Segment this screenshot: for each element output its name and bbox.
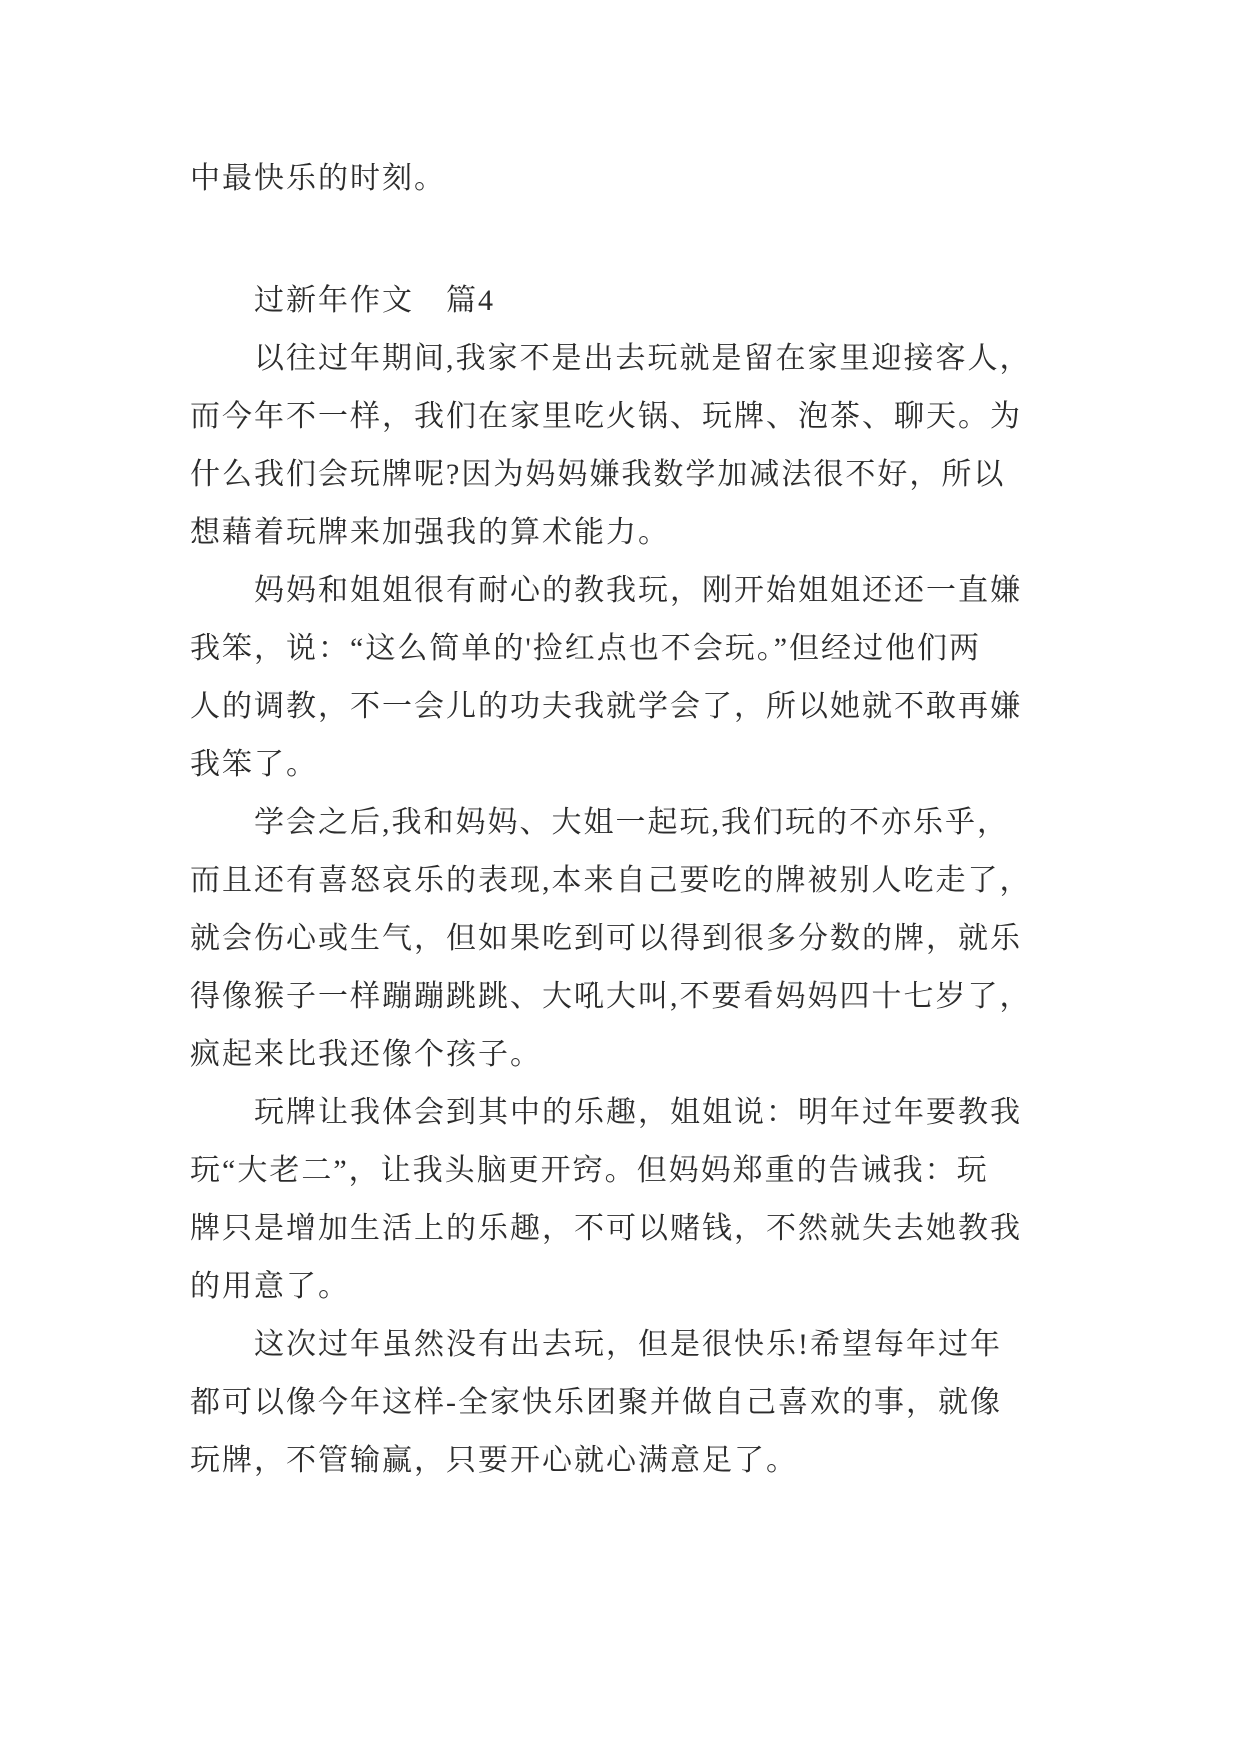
- text-line: 得像猴子一样蹦蹦跳跳、大吼大叫,不要看妈妈四十七岁了，: [190, 980, 1032, 1013]
- text-line: 这次过年虽然没有出去玩，但是很快乐!希望每年过年: [254, 1328, 1002, 1361]
- text-line: 的用意了。: [190, 1270, 350, 1303]
- text-line: 我笨了。: [190, 748, 318, 781]
- section-heading: 过新年作文 篇4: [254, 284, 495, 317]
- text-line: 玩牌，不管输赢，只要开心就心满意足了。: [190, 1444, 798, 1477]
- text-line: 想藉着玩牌来加强我的算术能力。: [190, 516, 670, 549]
- text-line: 就会伤心或生气，但如果吃到可以得到很多分数的牌，就乐: [190, 922, 1022, 955]
- text-line: 而且还有喜怒哀乐的表现,本来自己要吃的牌被别人吃走了，: [190, 864, 1032, 897]
- text-line: 都可以像今年这样-全家快乐团聚并做自己喜欢的事，就像: [190, 1386, 1002, 1419]
- text-line: 妈妈和姐姐很有耐心的教我玩，刚开始姐姐还还一直嫌: [254, 574, 1022, 607]
- text-line: 学会之后,我和妈妈、大姐一起玩,我们玩的不亦乐乎，: [254, 806, 1009, 839]
- text-line: 我笨，说：“这么简单的'捡红点也不会玩。”但经过他们两: [190, 632, 982, 665]
- text-line: 疯起来比我还像个孩子。: [190, 1038, 542, 1071]
- text-line: 什么我们会玩牌呢?因为妈妈嫌我数学加减法很不好，所以: [190, 458, 1006, 491]
- text-line: 人的调教，不一会儿的功夫我就学会了，所以她就不敢再嫌: [190, 690, 1022, 723]
- text-line: 玩牌让我体会到其中的乐趣，姐姐说：明年过年要教我: [254, 1096, 1022, 1129]
- text-line: 而今年不一样，我们在家里吃火锅、玩牌、泡茶、聊天。为: [190, 400, 1022, 433]
- text-line: 牌只是增加生活上的乐趣，不可以赌钱，不然就失去她教我: [190, 1212, 1022, 1245]
- text-line: 玩“大老二”，让我头脑更开窍。但妈妈郑重的告诫我：玩: [190, 1154, 989, 1187]
- document-content: [190, 150, 1056, 1490]
- text-line: 以往过年期间,我家不是出去玩就是留在家里迎接客人，: [254, 342, 1032, 375]
- text-line: 中最快乐的时刻。: [190, 162, 446, 195]
